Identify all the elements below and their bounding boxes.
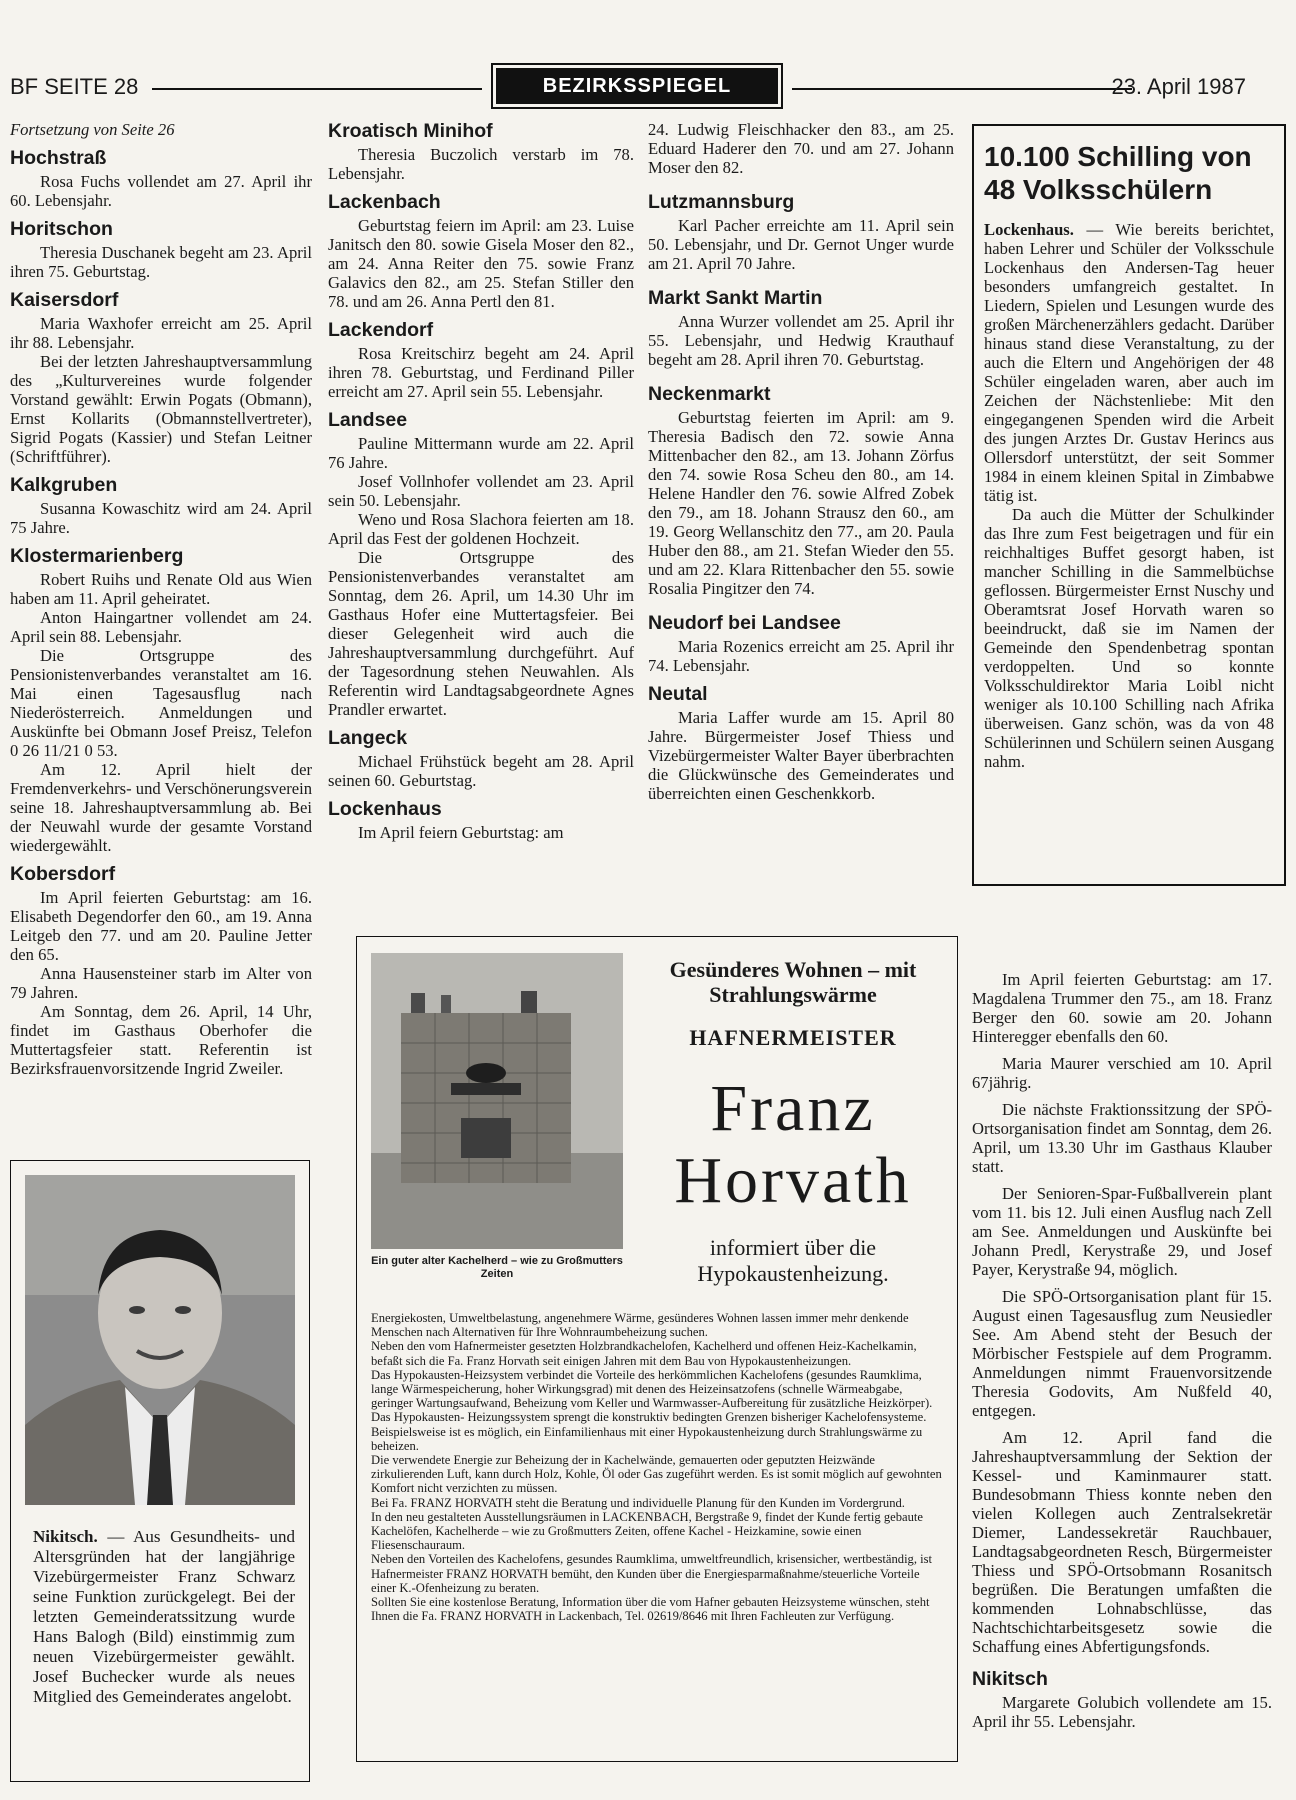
paragraph: Geburtstag feierten im April: am 9. Theresia Badisch den 72. sowie Anna Mittenbacher den 82., am 13. Johann Zörfus den 74. sowie Rosa Scheu den 80., am 14. Helene Handler den 76. sowie Alfred Zobek den 79., am 18. Johann Strausz den 60., am 19. Georg Wellanschitz den 77., am 20. Paula Huber den 88., am 21. Stefan Wieder den 55. und am 22. Klara Rittenbacher den 55. sowie Rosalia Pingitzer den 74. <box>648 408 954 598</box>
paragraph: Bei der letzten Jahreshauptversammlung des „Kulturvereines wurde folgender Vorstand gewählt: Erwin Pogats (Obmann), Ernst Kollarits (Obmannstellvertreter), Sigrid Pogats (Kassier) und Stefan Leitner (Schriftführer). <box>10 352 312 466</box>
dateline: Lockenhaus. <box>984 220 1074 239</box>
section-heading: Horitschon <box>10 218 113 240</box>
paragraph: 24. Ludwig Fleischhacker den 83., am 25. Eduard Haderer den 70. und am 27. Johann Moser den 82. <box>648 120 954 177</box>
section-heading: Klostermarienberg <box>10 545 184 567</box>
paragraph: Die SPÖ-Ortsorganisation plant für 15. August einen Tagesausflug zum Neusiedler See. Am Abend steht der Besuch der Mörbischer Festspiele auf dem Programm. Anmeldungen nimmt Frauenvorsitzende Theresia Godovits, Am Nußfeld 40, entgegen. <box>972 1287 1272 1420</box>
paragraph: Anna Wurzer vollendet am 25. April ihr 55. Lebensjahr, und Hedwig Krauthauf begeht am 28. April ihren 70. Geburtstag. <box>648 312 954 369</box>
column-4 <box>972 970 1272 1731</box>
header-rule-right <box>792 88 1132 90</box>
paragraph: Pauline Mittermann wurde am 22. April 76 Jahre. <box>328 434 634 472</box>
page-number: BF SEITE 28 <box>10 74 139 99</box>
column-1 <box>10 120 312 1078</box>
column-2 <box>328 120 634 842</box>
paragraph: Maria Laffer wurde am 15. April 80 Jahre. Bürgermeister Josef Thiess und Vizebürgermeister Walter Bayer überbrachten die Glückwünsche des Gemeinderates und überreichten einen Geschenkkorb. <box>648 708 954 803</box>
ad-headline-block <box>633 957 953 1287</box>
paragraph: Josef Vollnhofer vollendet am 23. April sein 50. Lebensjahr. <box>328 472 634 510</box>
paragraph: Am Sonntag, dem 26. April, 14 Uhr, findet im Gasthaus Oberhofer die Muttertagsfeier statt. Referentin ist Bezirksfrauenvorsitzende Ingrid Zweiler. <box>10 1002 312 1078</box>
portrait-illustration <box>25 1175 295 1505</box>
paragraph: Geburtstag feiern im April: am 23. Luise Janitsch den 80. sowie Gisela Moser den 82., am 24. Anna Reiter den 75. sowie Franz Galavics den 82., am 25. Stefan Stiller den 78. und am 26. Anna Pertl den 81. <box>328 216 634 311</box>
section-heading: Lockenhaus <box>328 798 442 820</box>
stove-photo-caption: Ein guter alter Kachelherd – wie zu Großmutters Zeiten <box>371 1255 623 1280</box>
ad-body <box>371 1311 943 1623</box>
ad-paragraph: Die verwendete Energie zur Beheizung der in Kachelwände, gemauerten oder geputzten Heizwände zirkulierenden Luft, kann durch Holz, Kohle, Öl oder Gas zugeführt werden. Es ist somit möglich auf gewohnten Komfort nicht verzichten zu müssen. <box>371 1453 942 1496</box>
ad-paragraph: Bei Fa. FRANZ HORVATH steht die Beratung und individuelle Planung für den Kunden im Vordergrund. <box>371 1495 905 1510</box>
ad-paragraph: Das Hypokausten-Heizsystem verbindet die Vorteile des herkömmlichen Kachelofens (gesundes Raumklima, lange Wärmespeicherung, hoher Wirkungsgrad) mit denen des Heizeinsatzofens (schnelle Wärmeabgabe, geringer Wartungsaufwand, Beheizung vom Keller und Warmwasser-Aufbereitung für zusätzliche Heizkörper). <box>371 1367 933 1411</box>
section-heading: Kalkgruben <box>10 474 118 496</box>
paragraph: Michael Frühstück begeht am 28. April seinen 60. Geburtstag. <box>328 752 634 790</box>
paragraph: Die nächste Fraktionssitzung der SPÖ-Ortsorganisation findet am Sonntag, dem 26. April, um 13.30 Uhr im Gasthaus Klauber statt. <box>972 1100 1272 1176</box>
paragraph: Robert Ruihs und Renate Old aus Wien haben am 11. April geheiratet. <box>10 570 312 608</box>
ad-paragraph: Neben den Vorteilen des Kachelofens, gesundes Raumklima, umweltfreundlich, krisensicher, wertbeständig, ist Hafnermeister FRANZ HORVATH bemüht, den Kunden über die Energiesparmaßnahme/steuerliche Vorteile einer K.-Ofenheizung zu beraten. <box>371 1552 933 1595</box>
advertisement <box>356 936 958 1762</box>
paragraph: Rosa Fuchs vollendet am 27. April ihr 60. Lebensjahr. <box>10 172 312 210</box>
ad-paragraph: Beispielsweise ist es möglich, ein Einfamilienhaus mit einer Hypokaustenheizung durch Strahlungswärme zu beheizen. <box>371 1424 923 1453</box>
page-header <box>0 0 1296 110</box>
ad-subline: informiert über die Hypokaustenheizung. <box>697 1235 889 1286</box>
paragraph: Rosa Kreitschirz begeht am 24. April ihren 78. Geburtstag, und Ferdinand Piller erreicht am 27. April sein 55. Lebensjahr. <box>328 344 634 401</box>
ad-paragraph: Das Hypokausten- Heizungssystem sprengt die konstruktiv bedingten Grenzen bisheriger Kachelofensysteme. <box>371 1410 927 1425</box>
paragraph: Der Senioren-Spar-Fußballverein plant vom 11. bis 12. Juli einen Ausflug nach Zell am See. Anmeldungen und Auskünfte bei Johann Predl, Kerystraße 29, und Josef Payer, Kerystraße 94, möglich. <box>972 1184 1272 1279</box>
section-heading: Landsee <box>328 409 408 431</box>
paragraph: Anton Haingartner vollendet am 24. April sein 88. Lebensjahr. <box>10 608 312 646</box>
section-heading: Kobersdorf <box>10 863 116 885</box>
section-heading: Lackenbach <box>328 191 441 213</box>
section-heading: Kroatisch Minihof <box>328 120 493 142</box>
photo-article <box>10 1160 310 1782</box>
paragraph: Theresia Buczolich verstarb im 78. Lebensjahr. <box>328 145 634 183</box>
portrait-photo <box>25 1175 295 1505</box>
ad-headline: Gesünderes Wohnen – mit Strahlungswärme <box>669 957 917 1007</box>
section-heading: Nikitsch <box>972 1668 1048 1690</box>
ad-paragraph: Energiekosten, Umweltbelastung, angenehmere Wärme, gesünderes Wohnen lassen immer mehr denkende Menschen nach Alternativen für Ihre Wohnraumbeheizung suchen. <box>371 1311 909 1340</box>
section-heading: Lackendorf <box>328 319 434 341</box>
stove-photo <box>371 953 623 1249</box>
ad-name-first: Franz <box>710 1072 876 1145</box>
paragraph: Anna Hausensteiner starb im Alter von 79 Jahren. <box>10 964 312 1002</box>
paragraph: Am 12. April fand die Jahreshauptversammlung der Sektion der Kessel- und Kaminmaurer statt. Bundesobmann Thiess konnte neben den vielen Kollegen auch Zentralsekretär Diemer, Landessekretär Rauchbauer, Landtagsabgeordneten Resch, Bürgermeister Thiess und SPÖ-Ortsobmann Rosanitsch begrüßen. Die Beratungen umfaßten die kommenden Lohnabschlüsse, das Nachtschichtarbeitsgesetz sowie die Schaffung eines Abfertigungsfonds. <box>972 1428 1272 1656</box>
ad-paragraph: In den neu gestalteten Ausstellungsräumen in LACKENBACH, Bergstraße 9, findet der Kunde fertig gebaute Kachelöfen, Kachelherde – wie zu Großmutters Zeiten, offene Kachel - Heizkamine, sowie einen Fliesenschauraum. <box>371 1509 924 1553</box>
ad-trade: HAFNERMEISTER <box>689 1025 897 1050</box>
paragraph: Margarete Golubich vollendete am 15. April ihr 55. Lebensjahr. <box>972 1693 1272 1731</box>
ad-paragraph: Sollten Sie eine kostenlose Beratung, Information über die vom Hafner gebauten Heizsysteme wünschen, steht Ihnen die Fa. FRANZ HORVATH in Lackenbach, Tel. 02619/8646 mit Ihren Fachleuten zur Verfügung. <box>371 1595 930 1624</box>
section-heading: Markt Sankt Martin <box>648 287 823 309</box>
paragraph: Weno und Rosa Slachora feierten am 18. April das Fest der goldenen Hochzeit. <box>328 510 634 548</box>
paragraph: Maria Rozenics erreicht am 25. April ihr 74. Lebensjahr. <box>648 637 954 675</box>
boxed-article <box>972 124 1286 886</box>
paragraph: Da auch die Mütter der Schulkinder das Ihre zum Fest beigetragen und für ein reichhaltiges Buffet gesorgt haben, ist mancher Schilling in die Sammelbüchse geflossen. Bürgermeister Ernst Nuschy und Oberamtsrat Josef Horvath waren so beeindruckt, daß sie im Namen der Gemeinde den Spendenbetrag spontan verdoppelten. Und so konnte Volksschuldirektor Maria Loibl nicht weniger als 10.100 Schilling nach Afrika überweisen. Ganz schön, was da von 48 Schülerinnen und Schülern seinen Ausgang nahm. <box>984 505 1274 771</box>
paragraph: Karl Pacher erreichte am 11. April sein 50. Lebensjahr, und Dr. Gernot Unger wurde am 21. April 70 Jahre. <box>648 216 954 273</box>
paragraph: Die Ortsgruppe des Pensionistenverbandes veranstaltet am 16. Mai einen Tagesausflug nach Niederösterreich. Anmeldungen und Auskünfte bei Obmann Josef Preisz, Telefon 0 26 11/21 0 53. <box>10 646 312 760</box>
section-heading: Neudorf bei Landsee <box>648 612 841 634</box>
paragraph: Im April feiern Geburtstag: am <box>358 823 564 842</box>
caption-dateline: Nikitsch. <box>33 1527 98 1546</box>
paragraph: Maria Waxhofer erreicht am 25. April ihr 88. Lebensjahr. <box>10 314 312 352</box>
photo-caption <box>33 1527 295 1707</box>
paragraph: Susanna Kowaschitz wird am 24. April 75 Jahre. <box>10 499 312 537</box>
tiled-stove-illustration <box>371 953 623 1249</box>
issue-date: 23. April 1987 <box>1111 74 1246 99</box>
paragraph: Theresia Duschanek begeht am 23. April ihren 75. Geburtstag. <box>10 243 312 281</box>
caption-text: — Aus Gesundheits- und Altersgründen hat der langjährige Vizebürgermeister Franz Schwarz seine Funktion zurückgelegt. Bei der letzten Gemeinderatssitzung wurde Hans Balogh (Bild) einstimmig zum neuen Vizebürgermeister gewählt. Josef Buchecker wurde als neues Mitglied des Gemeinderates angelobt. <box>33 1527 295 1706</box>
paragraph: Maria Maurer verschied am 10. April 67jährig. <box>972 1054 1272 1092</box>
column-3 <box>648 120 954 803</box>
paragraph: Die Ortsgruppe des Pensionistenverbandes veranstaltet am Sonntag, dem 26. April, um 14.30 Uhr im Gasthaus Hofer eine Muttertagsfeier. Bei dieser Gelegenheit wird auch die Jahreshauptversammlung durchgeführt. Auf der Tagesordnung stehen Neuwahlen. Als Referentin wird Landtagsabgeordnete Agnes Prandler erwartet. <box>328 548 634 719</box>
section-heading: Hochstraß <box>10 147 107 169</box>
ad-name-last: Horvath <box>674 1144 912 1217</box>
paragraph: Im April feierten Geburtstag: am 16. Elisabeth Degendorfer den 60., am 19. Anna Leitgeb den 77. und am 20. Pauline Jetter den 65. <box>10 888 312 964</box>
section-heading: Neckenmarkt <box>648 383 771 405</box>
paragraph-text: — Wie bereits berichtet, haben Lehrer und Schüler der Volksschule Lockenhaus den Andersen-Tag heuer besonders umfangreich gestaltet. In Liedern, Spielen und Lesungen wurde des großen Märchenerzählers gedacht. Darüber hinaus stand diese Veranstaltung, zu der auch die Eltern und Angehörigen der 48 Schüler eingeladen waren, aber auch im Zeichen der Nächstenliebe: Mit den eingegangenen Spenden wird die Arbeit des jungen Arztes Dr. Gustav Herincs aus Ollersdorf unterstützt, der seit Sommer 1984 in einem kleinen Spital in Zimbabwe tätig ist. <box>984 220 1274 505</box>
section-heading: Lutzmannsburg <box>648 191 795 213</box>
section-heading: Kaisersdorf <box>10 289 119 311</box>
continued-note: Fortsetzung von Seite 26 <box>10 120 175 139</box>
paragraph <box>984 220 1274 505</box>
section-heading: Langeck <box>328 727 408 749</box>
article-headline: 10.100 Schilling von 48 Volksschülern <box>984 141 1252 205</box>
section-heading: Neutal <box>648 683 708 705</box>
paragraph: Im April feierten Geburtstag: am 17. Magdalena Trummer den 75., am 18. Franz Berger den 60. sowie am 20. Johann Hinteregger ebenfalls den 60. <box>972 970 1272 1046</box>
ad-paragraph: Neben den vom Hafnermeister gesetzten Holzbrandkachelofen, Kachelherd und offenen Heiz-Kachelkamin, befaßt sich die Fa. Franz Horvath seit einigen Jahren mit dem Bau von Hypokaustenheizungen. <box>371 1339 917 1368</box>
paragraph: Am 12. April hielt der Fremdenverkehrs- und Verschönerungsverein seine 18. Jahreshauptversammlung ab. Bei der Neuwahl wurde der gesamte Vorstand wiedergewählt. <box>10 760 312 855</box>
section-title: BEZIRKSSPIEGEL <box>496 68 778 104</box>
header-rule-left <box>152 88 482 90</box>
